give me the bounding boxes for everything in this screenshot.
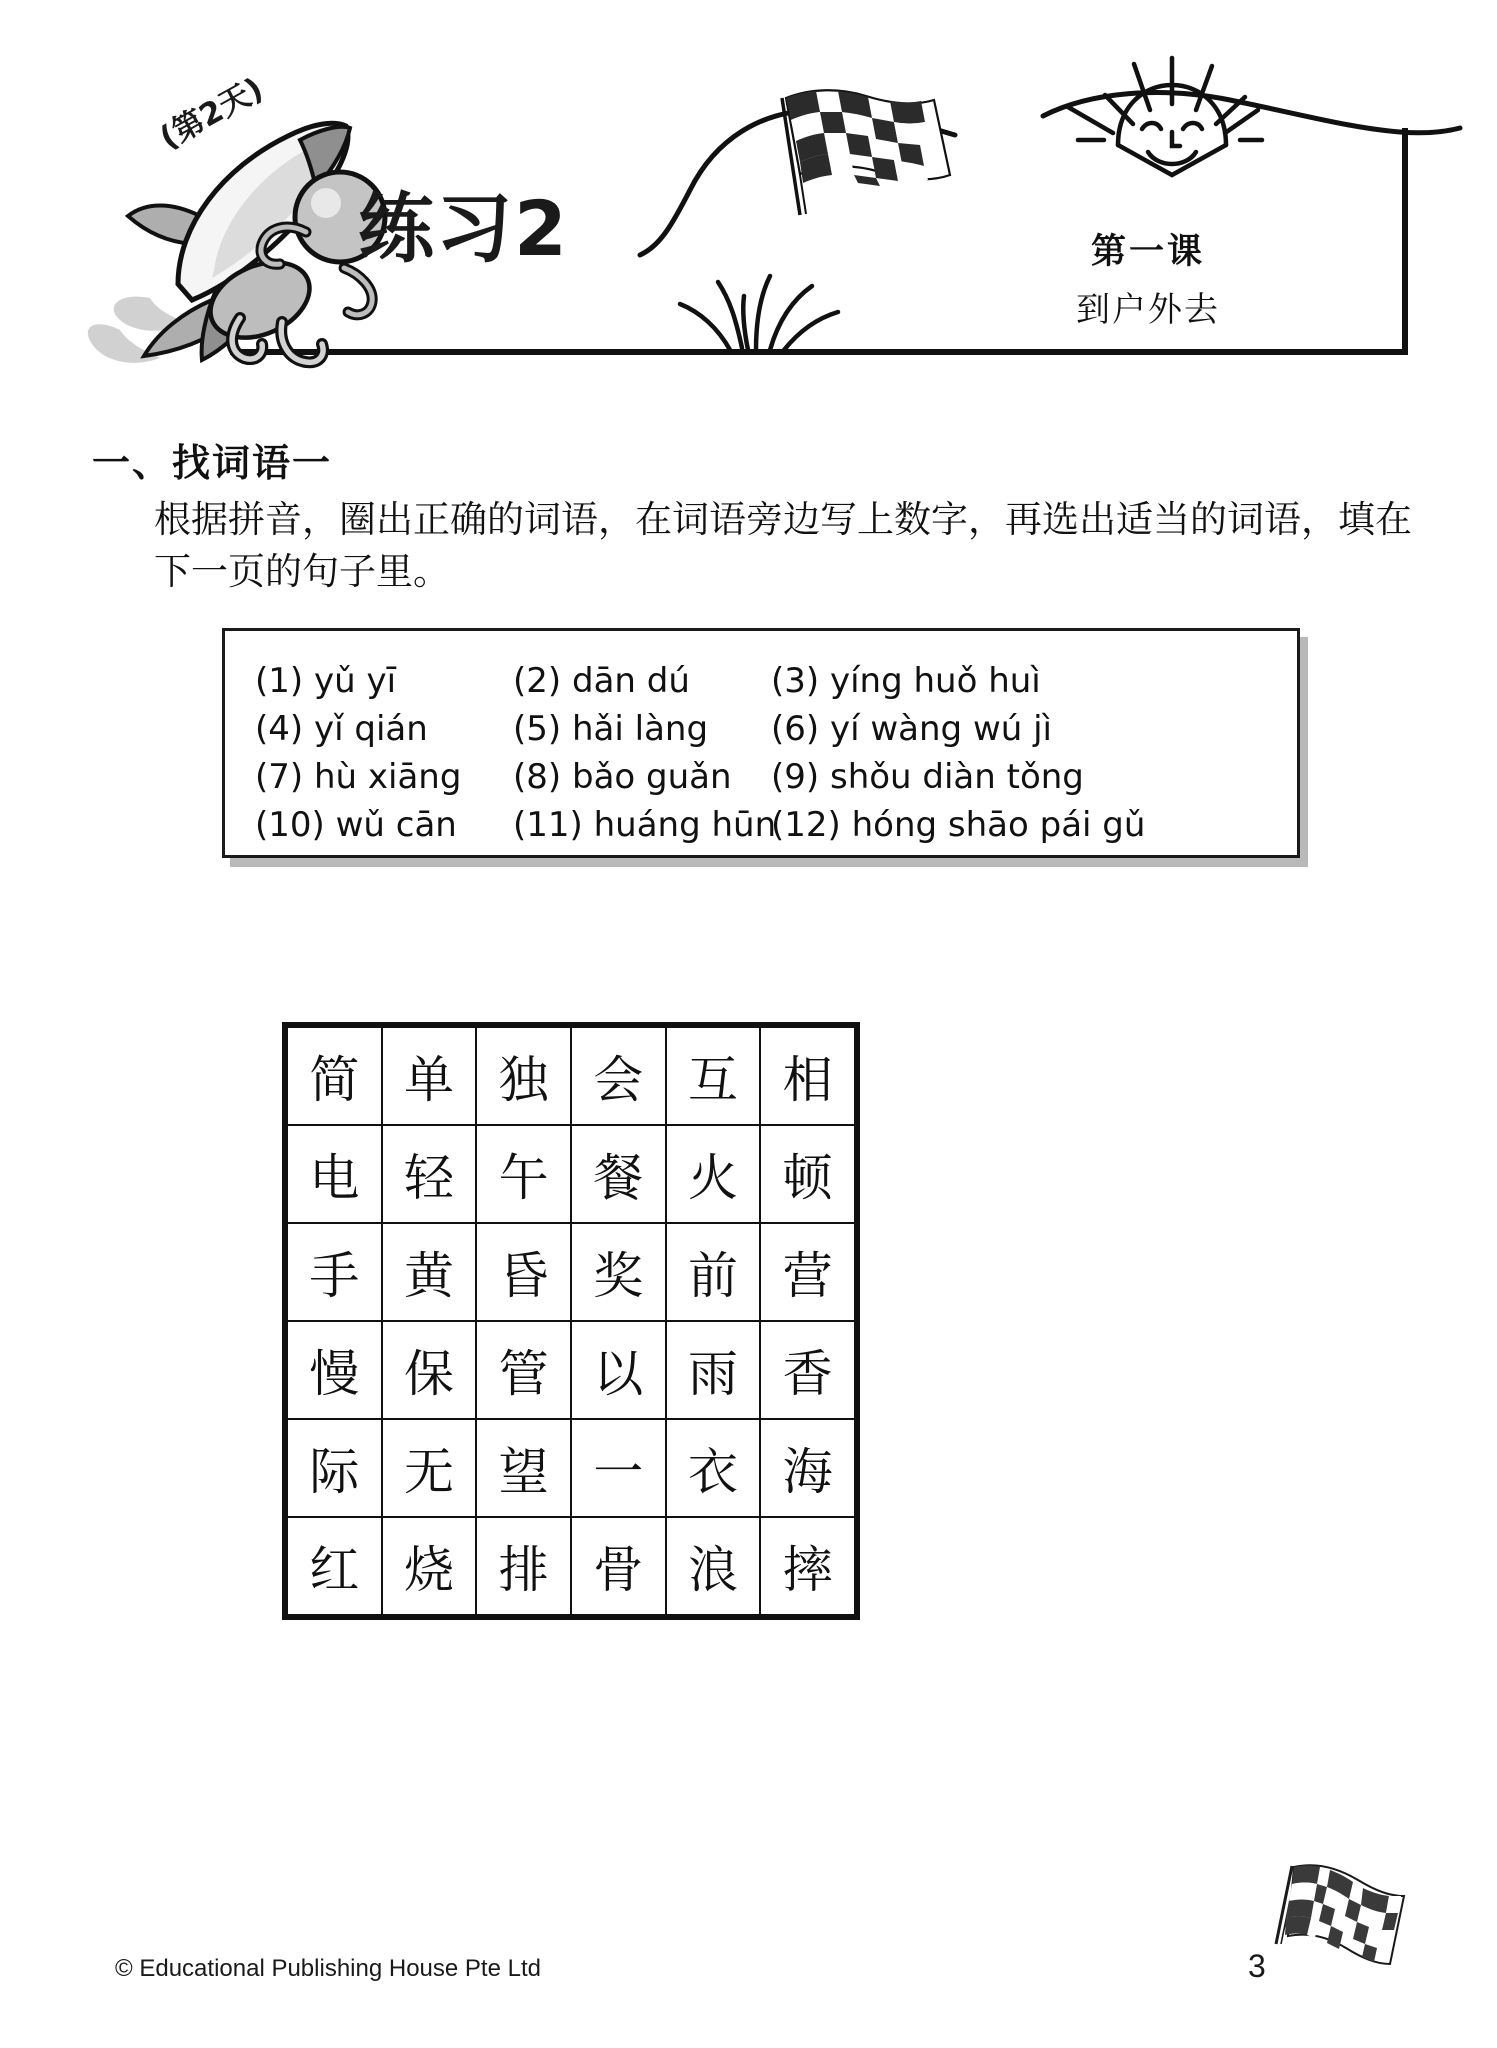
page-number: 3 xyxy=(1248,1948,1266,1984)
pinyin-text: huáng hūn xyxy=(593,805,777,845)
grid-cell[interactable]: 骨 xyxy=(571,1517,666,1617)
checkered-flag-icon xyxy=(782,90,950,215)
grid-cell[interactable]: 电 xyxy=(285,1125,382,1223)
grid-cell[interactable]: 顿 xyxy=(760,1125,857,1223)
pinyin-item[interactable] xyxy=(511,709,769,749)
grid-cell[interactable]: 海 xyxy=(760,1419,857,1517)
pinyin-item[interactable] xyxy=(253,661,511,701)
grid-cell[interactable]: 相 xyxy=(760,1025,857,1125)
section-instruction: 根据拼音，圈出正确的词语，在词语旁边写上数字，再选出适当的词语，填在下一页的句子里。 xyxy=(154,497,1412,594)
pinyin-number: (3) xyxy=(771,661,820,701)
pinyin-item[interactable] xyxy=(511,805,777,845)
table-row xyxy=(285,1517,857,1617)
pinyin-text: hǎi làng xyxy=(571,709,709,749)
pinyin-text: wǔ cān xyxy=(335,805,457,845)
grid-cell[interactable]: 慢 xyxy=(285,1321,382,1419)
footer-copyright: © Educational Publishing House Pte Ltd xyxy=(115,1955,541,1982)
pinyin-number: (7) xyxy=(255,757,304,797)
header-decoration-svg xyxy=(0,0,1497,400)
grid-cell[interactable]: 排 xyxy=(476,1517,571,1617)
table-row xyxy=(285,1321,857,1419)
pinyin-item[interactable] xyxy=(253,805,511,845)
pinyin-text: yí wàng wú jì xyxy=(829,709,1052,749)
grid-cell[interactable]: 简 xyxy=(285,1025,382,1125)
pinyin-text: yíng huǒ huì xyxy=(829,661,1041,701)
grid-cell[interactable]: 浪 xyxy=(666,1517,761,1617)
table-row xyxy=(285,1419,857,1517)
grid-cell[interactable]: 餐 xyxy=(571,1125,666,1223)
grid-cell[interactable]: 摔 xyxy=(760,1517,857,1617)
grid-cell[interactable]: 奖 xyxy=(571,1223,666,1321)
lesson-number: 第一课 xyxy=(1090,232,1205,272)
character-grid xyxy=(282,1022,860,1620)
pinyin-item[interactable] xyxy=(511,757,769,797)
pinyin-row xyxy=(253,801,1297,849)
grid-cell[interactable]: 昏 xyxy=(476,1223,571,1321)
grid-cell[interactable]: 手 xyxy=(285,1223,382,1321)
pinyin-row xyxy=(253,657,1297,705)
table-row xyxy=(285,1025,857,1125)
lesson-block xyxy=(1033,224,1263,331)
smiling-sun-icon xyxy=(1068,58,1262,175)
table-row xyxy=(285,1223,857,1321)
pinyin-item[interactable] xyxy=(511,661,769,701)
grid-cell[interactable]: 无 xyxy=(382,1419,477,1517)
grid-cell[interactable]: 际 xyxy=(285,1419,382,1517)
grid-cell[interactable]: 望 xyxy=(476,1419,571,1517)
pinyin-text: bǎo guǎn xyxy=(571,757,732,797)
section-heading: 一、找词语一 xyxy=(92,441,333,485)
pinyin-number: (4) xyxy=(255,709,304,749)
pinyin-row xyxy=(253,753,1297,801)
pinyin-item[interactable] xyxy=(253,709,511,749)
pinyin-number: (12) xyxy=(771,805,841,845)
pinyin-text: yǔ yī xyxy=(313,661,397,701)
grid-cell[interactable]: 一 xyxy=(571,1419,666,1517)
pinyin-number: (1) xyxy=(255,661,304,701)
grid-cell[interactable]: 单 xyxy=(382,1025,477,1125)
grid-cell[interactable]: 雨 xyxy=(666,1321,761,1419)
grid-cell[interactable]: 红 xyxy=(285,1517,382,1617)
rocket-mascot-icon xyxy=(88,123,385,363)
grid-cell[interactable]: 管 xyxy=(476,1321,571,1419)
grid-cell[interactable]: 火 xyxy=(666,1125,761,1223)
grass-tuft-icon xyxy=(680,276,838,350)
grid-cell[interactable]: 前 xyxy=(666,1223,761,1321)
table-row xyxy=(285,1125,857,1223)
pinyin-box xyxy=(222,628,1300,858)
grid-cell[interactable]: 营 xyxy=(760,1223,857,1321)
grid-cell[interactable]: 会 xyxy=(571,1025,666,1125)
pinyin-number: (9) xyxy=(771,757,820,797)
character-grid-wrap xyxy=(282,1022,860,1620)
pinyin-number: (11) xyxy=(513,805,583,845)
header-banner xyxy=(0,0,1497,400)
grid-cell[interactable]: 午 xyxy=(476,1125,571,1223)
checkered-flag-icon xyxy=(1258,1856,1428,1986)
pinyin-number: (2) xyxy=(513,661,562,701)
pinyin-item[interactable] xyxy=(769,757,1189,797)
day-label: (第2天) xyxy=(153,70,270,157)
pinyin-text: hù xiāng xyxy=(313,757,462,797)
grid-cell[interactable]: 独 xyxy=(476,1025,571,1125)
grid-cell[interactable]: 香 xyxy=(760,1321,857,1419)
pinyin-row xyxy=(253,705,1297,753)
section-one xyxy=(92,440,1422,599)
exercise-title: 练习2 xyxy=(358,184,569,273)
pinyin-number: (10) xyxy=(255,805,325,845)
pinyin-item[interactable] xyxy=(253,757,511,797)
pinyin-text: yǐ qián xyxy=(313,709,428,749)
pinyin-text: shǒu diàn tǒng xyxy=(829,757,1084,797)
pinyin-number: (6) xyxy=(771,709,820,749)
pinyin-number: (8) xyxy=(513,757,562,797)
grid-cell[interactable]: 轻 xyxy=(382,1125,477,1223)
grid-cell[interactable]: 保 xyxy=(382,1321,477,1419)
grid-cell[interactable]: 黄 xyxy=(382,1223,477,1321)
pinyin-item[interactable] xyxy=(769,805,1189,845)
grid-cell[interactable]: 互 xyxy=(666,1025,761,1125)
pinyin-text: hóng shāo pái gǔ xyxy=(851,805,1146,845)
pinyin-item[interactable] xyxy=(769,709,1189,749)
grid-cell[interactable]: 衣 xyxy=(666,1419,761,1517)
pinyin-text: dān dú xyxy=(571,661,690,701)
pinyin-item[interactable] xyxy=(769,661,1189,701)
grid-cell[interactable]: 烧 xyxy=(382,1517,477,1617)
pinyin-number: (5) xyxy=(513,709,562,749)
grid-cell[interactable]: 以 xyxy=(571,1321,666,1419)
lesson-name: 到户外去 xyxy=(1076,290,1220,330)
pinyin-box-wrap xyxy=(222,628,1300,858)
